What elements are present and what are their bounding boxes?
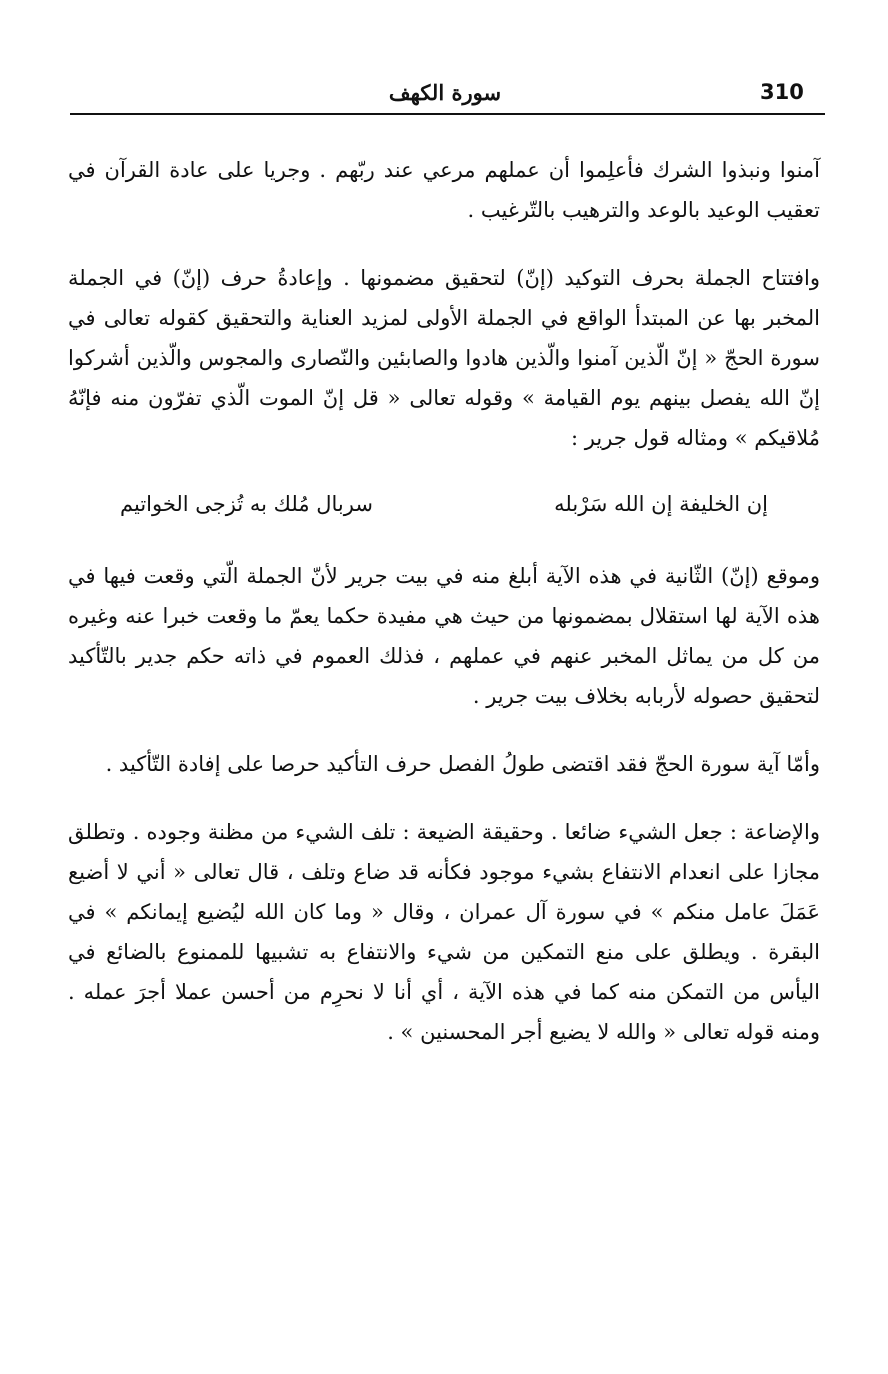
paragraph-3: وموقع (إنّ) الثّانية في هذه الآية أبلغ منه في بيت جرير لأنّ الجملة الّتي وقعت فيها في هذه الآية لها استقلال بمضمونها من حيث هي مفيدة حكما يعمّ ما وقعت خبرا عنه وغيره من كل من يماثل المخبر عنهم في عملهم ، فذلك العموم في ذاته حكم جدير بالتّأكيد لتحقيق حصوله لأربابه بخلاف بيت جرير . [68, 564, 820, 708]
page-number: 310 [760, 80, 804, 104]
page-body [68, 150, 820, 1052]
paragraph-4: وأمّا آية سورة الحجّ فقد اقتضى طولُ الفصل حرف التأكيد حرصا على إفادة التّأكيد . [105, 752, 820, 776]
surah-title: سورة الكهف [388, 80, 502, 105]
poetry-verse [120, 484, 768, 524]
paragraph-1: آمنوا ونبذوا الشرك فأعلِموا أن عملهم مرعي عند ربّهم . وجريا على عادة القرآن في تعقيب الوعيد بالوعد والترهيب بالتّرغيب . [68, 158, 820, 222]
header-rule [70, 113, 825, 115]
paragraph-2: وافتتاح الجملة بحرف التوكيد (إنّ) لتحقيق مضمونها . وإعادةُ حرف (إنّ) في الجملة المخبر بها عن المبتدأ الواقع في الجملة الأولى لمزيد العناية والتحقيق كقوله تعالى في سورة الحجّ « إنّ الّذين آمنوا والّذين هادوا والصابئين والنّصارى والمجوس والّذين أشركوا إنّ الله يفصل بينهم يوم القيامة » وقوله تعالى « قل إنّ الموت الّذي تفرّون منه فإنّهُ مُلاقيكم » ومثاله قول جرير : [68, 266, 820, 450]
paragraph-5: والإضاعة : جعل الشيء ضائعا . وحقيقة الضيعة : تلف الشيء من مظنة وجوده . وتطلق مجازا على انعدام الانتفاع بشيء موجود فكأنه قد ضاع وتلف ، قال تعالى « أني لا أضيع عَمَلَ عامل منكم » في سورة آل عمران ، وقال « وما كان الله ليُضيع إيمانكم » في البقرة . ويطلق على منع التمكين من شيء والانتفاع به تشبيها للممنوع بالضائع في اليأس من التمكن منه كما في هذه الآية ، أي أنا لا نحرِم من أحسن عملا أجرَ عمله . ومنه قوله تعالى « والله لا يضيع أجر المحسنين » . [68, 820, 820, 1044]
verse-second-hemistich: سربال مُلك به تُزجى الخواتيم [120, 492, 373, 516]
verse-first-hemistich: إن الخليفة إن الله سَرْبله [554, 492, 768, 516]
